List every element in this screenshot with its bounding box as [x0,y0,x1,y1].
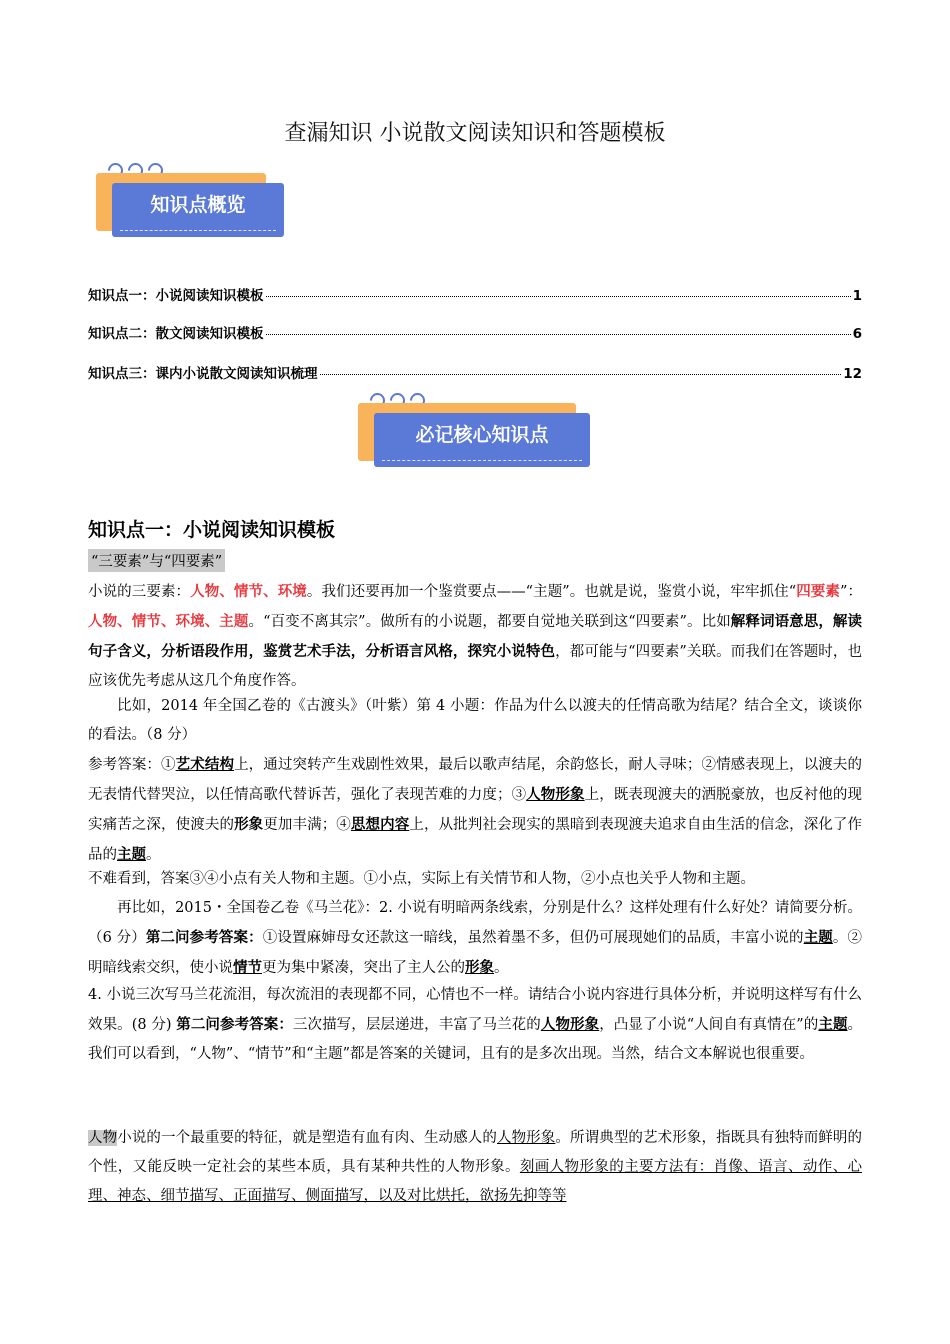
paragraph-example-2: 再比如，2015・全国卷乙卷《马兰花》：2. 小说有明暗两条线索，分别是什么？这样处理有什么好处？请简要分析。（6 分）第二问参考答案：①设置麻婶母女还款这一暗线，虽然着墨不多，但仍可展现她们的品质，丰富小说的主题。②明暗线索交织，使小说情节更为集中紧凑，突出了主人公的形象。 [88,900,863,976]
topic-tag: “三要素”与“四要素” [88,549,225,572]
page-title: 查漏知识 小说散文阅读知识和答题模板 [284,121,666,146]
paragraph-character: 人物小说的一个最重要的特征，就是塑造有血有肉、生动感人的人物形象。所谓典型的艺术形象，指既具有独特而鲜明的个性，又能反映一定社会的某些本质，具有某种共性的人物形象。刻画人物形象的主要方法有：肖像、语言、动作、心理、神态、细节描写、正面描写、侧面描写，以及对比烘托，欲扬先抑等等 [88,1130,863,1204]
paragraph-elements: 小说的三要素：人物、情节、环境。我们还要再加一个鉴赏要点——“主题”。也就是说，鉴赏小说，牢牢抓住“四要素”：人物、情节、环境、主题。“百变不离其宗”。做所有的小说题，都要自觉地关联到这“四要素”。比如解释词语意思，解读句子含义，分析语段作用，鉴赏艺术手法，分析语言风格，探究小说特色，都可能与“四要素”关联。而我们在答题时，也应该优先考虑从这几个角度作答。 [88,583,863,689]
overview-banner [96,163,286,239]
paragraph-analysis: 不难看到，答案③④小点有关人物和主题。①小点，实际上有关情节和人物，②小点也关乎人物和主题。 [88,871,755,887]
paragraph-example-3: 4. 小说三次写马兰花流泪，每次流泪的表现都不同，心情也不一样。请结合小说内容进行具体分析，并说明这样写有什么效果。(8 分) 第二问参考答案：三次描写，层层递进，丰富了马兰花的人物形象，凸显了小说“人间自有真情在”的主题。我们可以看到，“人物”、“情节”和“主题”都是答案的关键词，且有的是多次出现。当然，结合文本解说也很重要。 [88,987,863,1062]
core-banner-label: 必记核心知识点 [415,424,549,446]
toc-label: 知识点二：散文阅读知识模板 [88,326,264,342]
core-banner [358,393,598,469]
overview-banner-label: 知识点概览 [150,194,246,216]
toc-entry-2[interactable] [88,322,862,342]
toc-label: 知识点三：课内小说散文阅读知识梳理 [88,366,318,382]
toc-label: 知识点一：小说阅读知识模板 [88,288,264,304]
toc-page: 6 [852,326,862,342]
paragraph-answer-1: 参考答案：①艺术结构上，通过突转产生戏剧性效果，最后以歌声结尾，余韵悠长，耐人寻味；②情感表现上，以渡夫的无表情代替哭泣，以任情高歌代替诉苦，强化了表现苦难的力度；③人物形象上，既表现渡夫的洒脱豪放，也反衬他的现实痛苦之深，使渡夫的形象更加丰满；④思想内容上，从批判社会现实的黑暗到表现渡夫追求自由生活的信念，深化了作品的主题。 [88,756,863,863]
toc-page: 1 [852,288,862,304]
section-heading: 知识点一：小说阅读知识模板 [88,519,336,541]
paragraph-example-1: 比如，2014 年全国乙卷的《古渡头》（叶紫）第 4 小题：作品为什么以渡夫的任情高歌为结尾？结合全文，谈谈你的看法。（8 分） [88,698,862,743]
toc-entry-1[interactable] [88,284,862,304]
toc-page: 12 [843,366,862,382]
toc-entry-3[interactable] [88,362,862,382]
